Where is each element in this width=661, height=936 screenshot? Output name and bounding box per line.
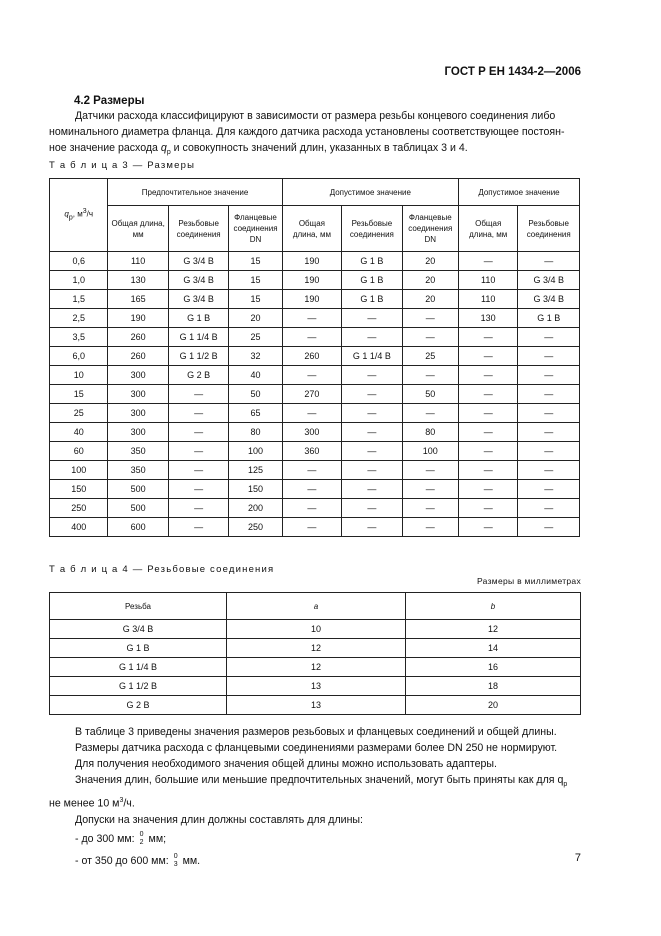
column-header: Резьбовые соединения <box>342 206 402 252</box>
table-cell: 12 <box>227 658 406 677</box>
table-cell: G 1 B <box>342 290 402 309</box>
table-cell: — <box>282 309 341 328</box>
table-row <box>50 423 580 442</box>
table-cell: 260 <box>282 347 341 366</box>
table-cell: — <box>458 442 517 461</box>
section-title: 4.2 Размеры <box>74 95 145 107</box>
table-cell: 190 <box>282 290 341 309</box>
table-cell: 25 <box>229 328 282 347</box>
table-cell: — <box>342 328 402 347</box>
table-cell: 165 <box>108 290 168 309</box>
column-header: Резьбовые соединения <box>168 206 228 252</box>
table-cell: — <box>168 423 228 442</box>
table-cell: 125 <box>229 461 282 480</box>
table-row <box>50 518 580 537</box>
table-cell: — <box>168 442 228 461</box>
table-cell: G 3/4 B <box>518 290 580 309</box>
table-cell: 40 <box>229 366 282 385</box>
table-cell: — <box>342 480 402 499</box>
table-cell: 10 <box>50 366 108 385</box>
table-cell: 25 <box>402 347 458 366</box>
table-cell: 50 <box>229 385 282 404</box>
table-cell: 150 <box>50 480 108 499</box>
table-cell: — <box>402 480 458 499</box>
table-cell: 50 <box>402 385 458 404</box>
table-row <box>50 366 580 385</box>
table-cell: 300 <box>108 423 168 442</box>
table-cell: — <box>168 404 228 423</box>
table-cell: G 2 B <box>50 696 227 715</box>
table-cell: 1,5 <box>50 290 108 309</box>
table-cell: — <box>402 518 458 537</box>
table-cell: 1,0 <box>50 271 108 290</box>
table-cell: — <box>458 385 517 404</box>
table4-header-b: b <box>406 593 581 620</box>
table-cell: 20 <box>406 696 581 715</box>
table-cell: 12 <box>406 620 581 639</box>
note-paragraph: не менее 10 $м^3/ч$. <box>49 797 135 810</box>
table-cell: — <box>458 252 517 271</box>
table-cell: 130 <box>108 271 168 290</box>
table-cell: — <box>518 480 580 499</box>
table-cell: 15 <box>229 290 282 309</box>
table-cell: G 1 1/4 B <box>342 347 402 366</box>
table-cell: 300 <box>108 404 168 423</box>
table-cell: 16 <box>406 658 581 677</box>
intro-paragraph <box>49 108 599 161</box>
note-paragraph: Размеры датчика расхода с фланцевыми соединениями размерами более DN 250 не нормируют. <box>75 742 558 754</box>
table-cell: 250 <box>229 518 282 537</box>
column-header: Фланцевые соединения DN <box>402 206 458 252</box>
table-cell: G 3/4 B <box>168 290 228 309</box>
table-cell: G 2 B <box>168 366 228 385</box>
table-cell: 190 <box>282 252 341 271</box>
table-cell: 65 <box>229 404 282 423</box>
table-cell: 6,0 <box>50 347 108 366</box>
table-cell: — <box>402 499 458 518</box>
table-cell: — <box>518 252 580 271</box>
table-cell: 13 <box>227 677 406 696</box>
table-row <box>50 328 580 347</box>
table-cell: — <box>518 404 580 423</box>
table-cell: — <box>458 461 517 480</box>
note-paragraph: Допуски на значения длин должны составлять для длины: <box>75 813 363 826</box>
group-header: Допустимое значение <box>282 179 458 206</box>
table-cell: — <box>402 366 458 385</box>
table-cell: — <box>402 309 458 328</box>
table-cell: — <box>282 461 341 480</box>
table-cell: — <box>518 499 580 518</box>
table-cell: 200 <box>229 499 282 518</box>
table4-units: Размеры в миллиметрах <box>476 576 581 586</box>
note-paragraph: Значения длин, большие или меньшие предпочтительных значений, могут быть приняты как для $q_p$ <box>75 774 568 789</box>
table4-header-thread: Резьба <box>50 593 227 620</box>
table-cell: 110 <box>458 290 517 309</box>
table-cell: — <box>458 404 517 423</box>
column-header: Общая длина, мм <box>458 206 517 252</box>
table-cell: 500 <box>108 499 168 518</box>
table-4 <box>49 592 581 715</box>
table-cell: — <box>402 461 458 480</box>
table-cell: — <box>342 366 402 385</box>
tolerance-line: - от 350 до 600 мм: 0 3 мм. <box>75 852 201 868</box>
table-row <box>50 271 580 290</box>
table-cell: 0,6 <box>50 252 108 271</box>
table-cell: 300 <box>282 423 341 442</box>
table-row <box>50 309 580 328</box>
table-cell: — <box>168 480 228 499</box>
table-cell: — <box>458 347 517 366</box>
table-cell: — <box>342 423 402 442</box>
table-cell: 14 <box>406 639 581 658</box>
table-cell: 100 <box>50 461 108 480</box>
table-cell: 190 <box>282 271 341 290</box>
table-row <box>50 461 580 480</box>
table-cell: G 1 1/4 B <box>168 328 228 347</box>
table-cell: — <box>402 328 458 347</box>
table-cell: — <box>458 480 517 499</box>
table4-caption: Т а б л и ц а 4 — Резьбовые соединения <box>49 564 275 575</box>
tolerance-line: - до 300 мм: 0 2 мм; <box>75 830 167 846</box>
table-cell: 2,5 <box>50 309 108 328</box>
table-cell: — <box>458 366 517 385</box>
table-cell: 20 <box>229 309 282 328</box>
table-cell: — <box>518 423 580 442</box>
table-cell: 400 <box>50 518 108 537</box>
table4-header-a: a <box>227 593 406 620</box>
table-cell: — <box>458 518 517 537</box>
table-cell: 15 <box>229 271 282 290</box>
document-id: ГОСТ Р ЕН 1434-2—2006 <box>444 66 581 78</box>
intro-line: ное значение расхода <box>49 142 161 154</box>
table-row <box>50 499 580 518</box>
table-cell: 190 <box>108 309 168 328</box>
table-cell: — <box>342 442 402 461</box>
q-subscript: p <box>166 149 171 157</box>
table-cell: 360 <box>282 442 341 461</box>
table-cell: — <box>518 461 580 480</box>
table-row <box>50 404 580 423</box>
table-cell: 20 <box>402 271 458 290</box>
table-cell: 15 <box>50 385 108 404</box>
group-header: Допустимое значение <box>458 179 579 206</box>
table-cell: — <box>518 328 580 347</box>
table-cell: 20 <box>402 290 458 309</box>
table-cell: G 3/4 B <box>168 252 228 271</box>
table-cell: — <box>458 499 517 518</box>
table-cell: — <box>282 480 341 499</box>
table-row <box>50 677 581 696</box>
table-cell: 15 <box>229 252 282 271</box>
table-cell: 10 <box>227 620 406 639</box>
table-cell: — <box>518 442 580 461</box>
table-row <box>50 290 580 309</box>
table-cell: — <box>168 461 228 480</box>
intro-line: и совокупность значений длин, указанных в таблицах 3 и 4. <box>170 142 468 154</box>
table-cell: G 1 B <box>342 271 402 290</box>
table-cell: 270 <box>282 385 341 404</box>
table-cell: — <box>518 347 580 366</box>
q-column-header: qp, м3/ч <box>50 179 108 252</box>
q-symbol: q <box>160 142 167 154</box>
table-cell: — <box>282 404 341 423</box>
table-cell: — <box>342 385 402 404</box>
table-row <box>50 620 581 639</box>
table-cell: G 3/4 B <box>50 620 227 639</box>
table-row <box>50 639 581 658</box>
column-header: Общая длина, мм <box>108 206 168 252</box>
table-cell: 80 <box>402 423 458 442</box>
table-cell: G 1 B <box>168 309 228 328</box>
table-cell: — <box>282 328 341 347</box>
intro-line: Датчики расхода классифицируют в зависимости от размера резьбы концевого соединения либо <box>75 110 556 122</box>
table-3 <box>49 178 580 537</box>
table-cell: — <box>518 366 580 385</box>
table-cell: — <box>342 518 402 537</box>
table-row <box>50 385 580 404</box>
table-row <box>50 442 580 461</box>
table-cell: G 3/4 B <box>518 271 580 290</box>
table-cell: G 3/4 B <box>168 271 228 290</box>
table-cell: G 1 B <box>518 309 580 328</box>
table-cell: 250 <box>50 499 108 518</box>
table-cell: — <box>342 309 402 328</box>
table-cell: 60 <box>50 442 108 461</box>
table-cell: 500 <box>108 480 168 499</box>
table-cell: 150 <box>229 480 282 499</box>
table-cell: — <box>402 404 458 423</box>
notes <box>49 724 599 872</box>
table-cell: 18 <box>406 677 581 696</box>
table-cell: 300 <box>108 385 168 404</box>
note-paragraph: Для получения необходимого значения общей длины можно использовать адаптеры. <box>75 758 497 770</box>
table-row <box>50 480 580 499</box>
table-cell: 350 <box>108 442 168 461</box>
table-cell: 600 <box>108 518 168 537</box>
table-cell: G 1 B <box>342 252 402 271</box>
table-cell: 100 <box>402 442 458 461</box>
table-cell: 130 <box>458 309 517 328</box>
table-cell: 40 <box>50 423 108 442</box>
table-cell: 300 <box>108 366 168 385</box>
group-header: Предпочтительное значение <box>108 179 282 206</box>
table-cell: — <box>518 385 580 404</box>
table-cell: 13 <box>227 696 406 715</box>
table-row <box>50 347 580 366</box>
table-cell: 12 <box>227 639 406 658</box>
table-cell: — <box>458 328 517 347</box>
table-cell: — <box>342 404 402 423</box>
table-row <box>50 252 580 271</box>
table-cell: — <box>282 518 341 537</box>
table-cell: — <box>168 518 228 537</box>
table-cell: 260 <box>108 347 168 366</box>
table-cell: G 1 1/2 B <box>168 347 228 366</box>
column-header: Фланцевые соединения DN <box>229 206 282 252</box>
page-number: 7 <box>574 852 581 864</box>
table-cell: 260 <box>108 328 168 347</box>
table-row <box>50 658 581 677</box>
table-cell: 110 <box>458 271 517 290</box>
table-cell: 3,5 <box>50 328 108 347</box>
table-cell: 350 <box>108 461 168 480</box>
table-cell: — <box>282 499 341 518</box>
table3-caption: Т а б л и ц а 3 — Размеры <box>49 160 196 171</box>
table-cell: 25 <box>50 404 108 423</box>
table-cell: G 1 B <box>50 639 227 658</box>
table-cell: — <box>282 366 341 385</box>
table-cell: — <box>342 499 402 518</box>
table-cell: — <box>518 518 580 537</box>
table-cell: G 1 1/4 B <box>50 658 227 677</box>
table-cell: 80 <box>229 423 282 442</box>
column-header: Резьбовые соединения <box>518 206 580 252</box>
table-cell: 20 <box>402 252 458 271</box>
table-cell: G 1 1/2 B <box>50 677 227 696</box>
intro-line: номинального диаметра фланца. Для каждого датчика расхода установлены соответствующее постоян- <box>49 126 565 138</box>
table-cell: — <box>458 423 517 442</box>
table-cell: — <box>168 499 228 518</box>
table-cell: — <box>342 461 402 480</box>
table-cell: 110 <box>108 252 168 271</box>
note-paragraph: В таблице 3 приведены значения размеров резьбовых и фланцевых соединений и общей длины. <box>75 726 557 738</box>
table-row <box>50 696 581 715</box>
table-cell: 100 <box>229 442 282 461</box>
table-cell: — <box>168 385 228 404</box>
table-cell: 32 <box>229 347 282 366</box>
column-header: Общая длина, мм <box>282 206 341 252</box>
